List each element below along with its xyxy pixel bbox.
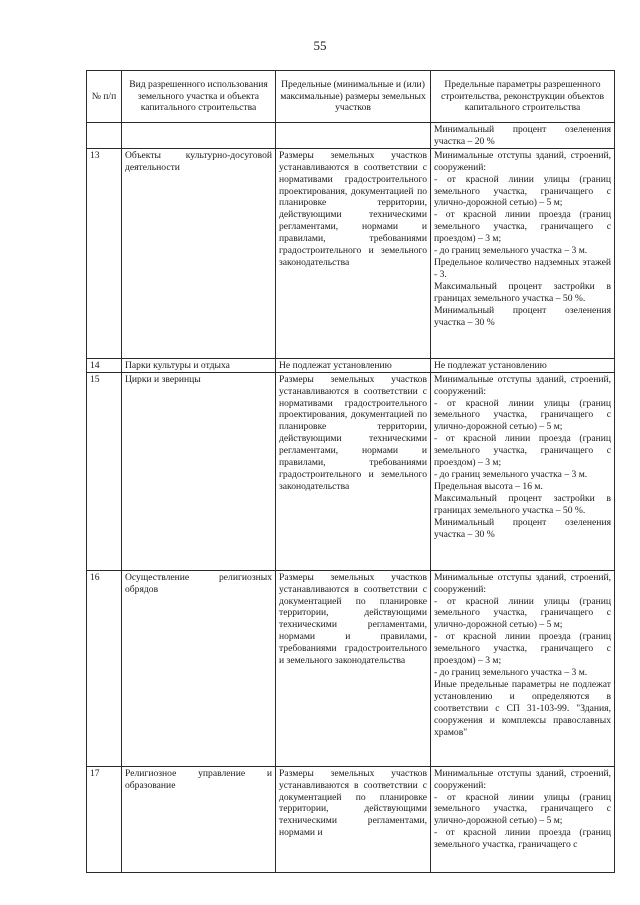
header-number: № п/п: [87, 71, 122, 123]
param-line: - от красной линии улицы (границ земельного участка, граничащего с улично-дорожной сетью) – 5 м;: [434, 173, 611, 209]
param-line: - до границ земельного участка – 3 м.: [434, 666, 588, 678]
cell-use-type: Осуществление религиозных обрядов: [122, 570, 276, 766]
cell-use-type: Цирки и зверинцы: [122, 372, 276, 570]
cell-number: 13: [87, 148, 122, 358]
param-line: Минимальный процент озеленения участка – 30 %: [434, 516, 611, 540]
param-line: - от красной линии проезда (границ земельного участка, граничащего с проездом) – 3 м;: [434, 209, 611, 245]
param-line: Минимальный процент озеленения участка – 30 %: [434, 304, 611, 328]
param-line: Минимальные отступы зданий, строений, сооружений:: [434, 767, 611, 791]
header-plot-size: Предельные (минимальные и (или) максимальные) размеры земельных участков: [276, 71, 431, 123]
param-line: Максимальный процент застройки в границах земельного участка – 50 %.: [434, 280, 611, 304]
cell-use-type: Религиозное управление и образование: [122, 766, 276, 872]
cell-building-params: [431, 570, 615, 766]
cell-plot-size: Размеры земельных участков устанавливаются в соответствии с документацией по планировке территории, действующими техническими регламентами, нормами и: [276, 766, 431, 872]
param-line: - от красной линии улицы (границ земельного участка, граничащего с улично-дорожной сетью) – 5 м;: [434, 397, 611, 433]
param-line: Предельная высота – 16 м.: [434, 480, 543, 492]
table-row: [87, 766, 615, 872]
cell-plot-size: [276, 123, 431, 149]
cell-number: 14: [87, 358, 122, 372]
param-line: - от красной линии проезда (границ земельного участка, граничащего с: [434, 827, 611, 851]
cell-number: 15: [87, 372, 122, 570]
cell-plot-size: Размеры земельных участков устанавливаются в соответствии с документацией по планировке территории, действующими техническими регламентами, нормами и правилами, требованиями градостроительного и земельного законодательства: [276, 570, 431, 766]
param-line: - до границ земельного участка – 3 м.: [434, 245, 588, 257]
page-number: 55: [313, 38, 327, 53]
param-line: Иные предельные параметры не подлежат установлению и определяются в соответствии с СП 31-103-99. "Здания, сооружения и комплексы православных храмов": [434, 678, 611, 738]
header-use-type: Вид разрешенного использования земельного участка и объекта капитального строительства: [122, 71, 276, 123]
param-line: Минимальные отступы зданий, строений, сооружений:: [434, 149, 611, 173]
param-line: - от красной линии улицы (границ земельного участка, граничащего с улично-дорожной сетью) – 5 м;: [434, 791, 611, 827]
cell-plot-size: Не подлежат установлению: [276, 358, 431, 372]
cell-use-type: Объекты культурно-досуговой деятельности: [122, 148, 276, 358]
table-row-continuation: [87, 123, 615, 149]
cell-building-params: [431, 358, 615, 372]
cell-number: 16: [87, 570, 122, 766]
cell-use-type: Парки культуры и отдыха: [122, 358, 276, 372]
param-line: - до границ земельного участка – 3 м.: [434, 468, 588, 480]
param-line: Минимальные отступы зданий, строений, сооружений:: [434, 571, 611, 595]
param-line: Максимальный процент застройки в границах земельного участка – 50 %.: [434, 492, 611, 516]
cell-plot-size: Размеры земельных участков устанавливаются в соответствии с нормативами градостроительного проектирования, документацией по планировке территории, действующими техническими регламентами, нормами и правилами, требованиями градостроительного и земельного законодательства: [276, 148, 431, 358]
param-line: - от красной линии проезда (границ земельного участка, граничащего с проездом) – 3 м;: [434, 433, 611, 469]
table-header-row: [87, 71, 615, 123]
param-line: - от красной линии проезда (границ земельного участка, граничащего с проездом) – 3 м;: [434, 631, 611, 667]
table-row: [87, 372, 615, 570]
param-line: Минимальные отступы зданий, строений, сооружений:: [434, 373, 611, 397]
param-line: Минимальный процент озеленения участка – 20 %: [434, 124, 611, 147]
table-row: [87, 358, 615, 372]
cell-building-params: [431, 123, 615, 149]
cell-plot-size: Размеры земельных участков устанавливаются в соответствии с нормативами градостроительного проектирования, документацией по планировке территории, действующими техническими регламентами, нормами и правилами, требованиями градостроительного и земельного законодательства: [276, 372, 431, 570]
cell-building-params: [431, 766, 615, 872]
cell-number: [87, 123, 122, 149]
param-line: Предельное количество надземных этажей - 3.: [434, 256, 611, 280]
param-line: Не подлежат установлению: [434, 359, 547, 371]
cell-building-params: [431, 372, 615, 570]
cell-number: 17: [87, 766, 122, 872]
cell-building-params: [431, 148, 615, 358]
table-row: [87, 570, 615, 766]
land-use-regulations-table: [86, 70, 615, 873]
cell-use-type: [122, 123, 276, 149]
header-building-params: Предельные параметры разрешенного строительства, реконструкции объектов капитального строительства: [431, 71, 615, 123]
param-line: - от красной линии улицы (границ земельного участка, граничащего с улично-дорожной сетью) – 5 м;: [434, 595, 611, 631]
table-row: [87, 148, 615, 358]
